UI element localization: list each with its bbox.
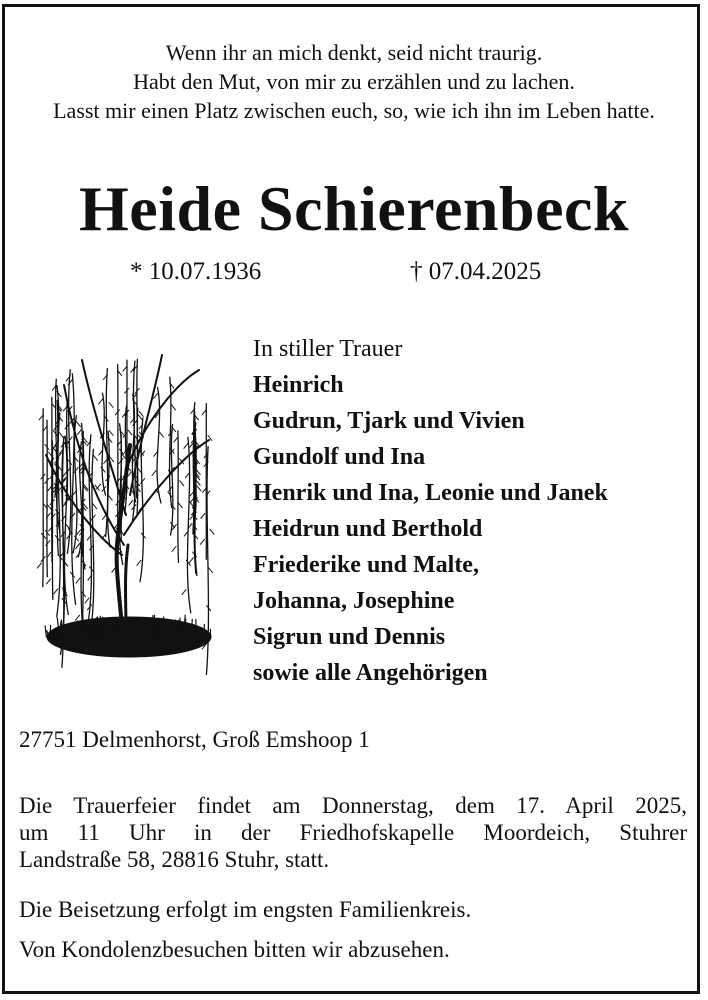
- birth-date: * 10.07.1936: [130, 258, 262, 285]
- mourner-entry: Friederike und Malte,: [253, 552, 479, 578]
- ceremony-line: Landstraße 58, 28816 Stuhr, statt.: [19, 847, 330, 872]
- mourner-entry: sowie alle Angehörigen: [253, 660, 488, 686]
- ceremony-notice: [19, 792, 687, 873]
- ceremony-line: um 11 Uhr in der Friedhofskapelle Moordeich, Stuhrer: [19, 820, 687, 845]
- weeping-willow-icon: [34, 345, 224, 675]
- mourners-intro: In stiller Trauer: [253, 336, 403, 362]
- poem: [0, 38, 708, 125]
- mourner-entry: Gudrun, Tjark und Vivien: [253, 408, 525, 434]
- family-address: 27751 Delmenhorst, Groß Emshoop 1: [19, 727, 370, 752]
- mourners-list: [253, 331, 608, 691]
- poem-line: Habt den Mut, von mir zu erzählen und zu lachen.: [133, 69, 575, 94]
- poem-line: Lasst mir einen Platz zwischen euch, so, wie ich ihn im Leben hatte.: [53, 98, 655, 123]
- mourner-entry: Heinrich: [253, 372, 344, 398]
- poem-line: Wenn ihr an mich denkt, seid nicht traurig.: [165, 40, 543, 65]
- mourner-entry: Heidrun und Berthold: [253, 516, 483, 542]
- condolence-notice: Von Kondolenzbesuchen bitten wir abzusehen.: [19, 937, 450, 962]
- mourner-entry: Gundolf und Ina: [253, 444, 426, 470]
- ceremony-line: Die Trauerfeier findet am Donnerstag, dem 17. April 2025,: [19, 793, 687, 818]
- deceased-name: Heide Schierenbeck: [79, 173, 629, 244]
- mourner-entry: Henrik und Ina, Leonie und Janek: [253, 480, 608, 506]
- burial-notice: Die Beisetzung erfolgt im engsten Familienkreis.: [19, 897, 472, 922]
- death-date: † 07.04.2025: [410, 258, 542, 285]
- mourner-entry: Johanna, Josephine: [253, 588, 455, 614]
- mourner-entry: Sigrun und Dennis: [253, 624, 446, 650]
